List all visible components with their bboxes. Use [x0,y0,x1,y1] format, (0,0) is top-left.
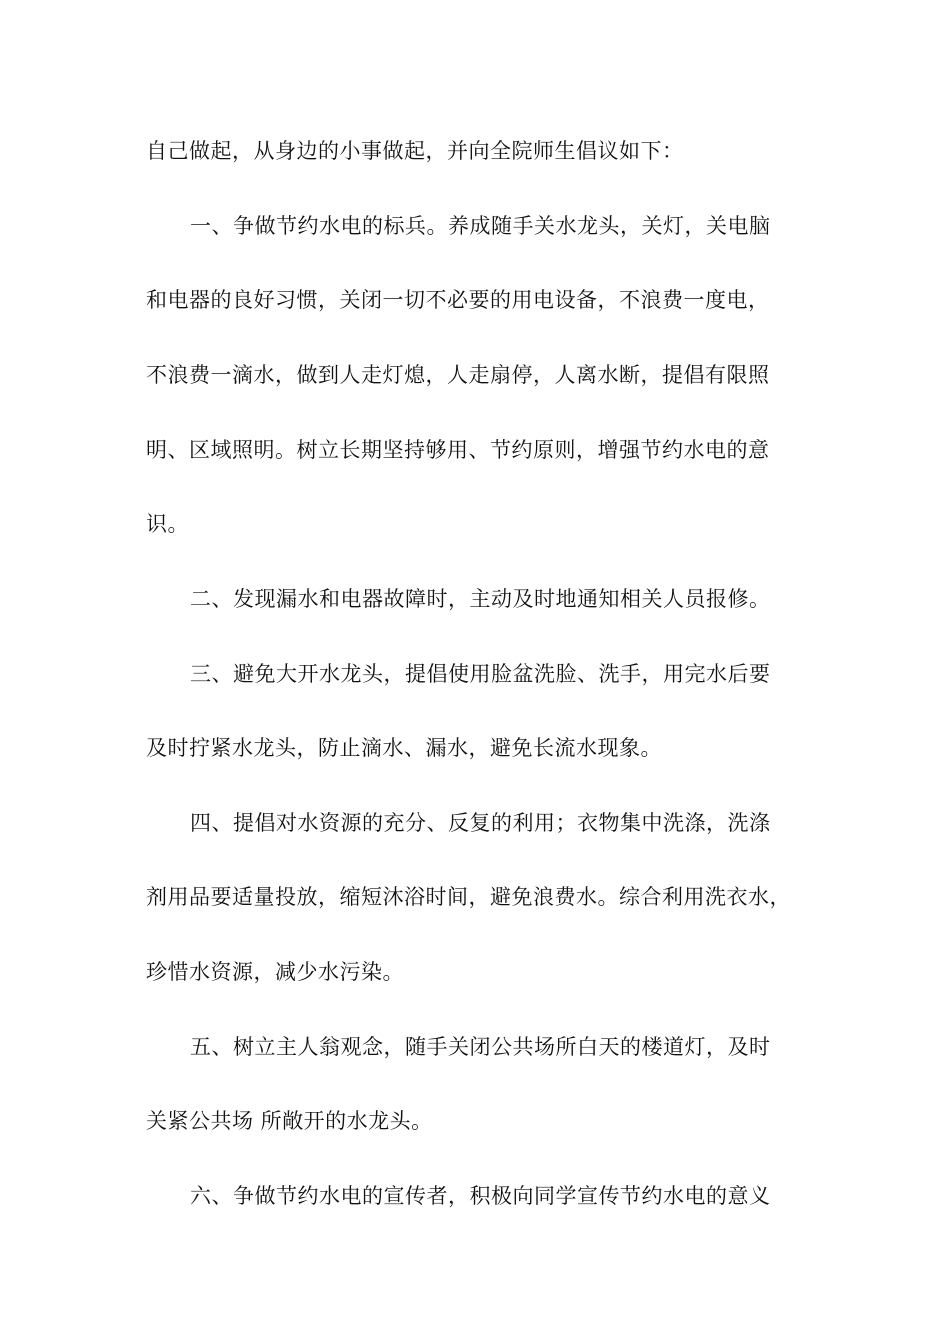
text-line: 关紧公共场 所敞开的水龙头。 [146,1109,433,1133]
text-line: 不浪费一滴水，做到人走灯熄，人走扇停，人离水断，提倡有限照 [146,363,770,387]
text-line: 五、树立主人翁观念，随手关闭公共场所白天的楼道灯，及时 [190,1035,771,1059]
text-line: 六、争做节约水电的宣传者，积极向同学宣传节约水电的意义 [190,1184,771,1208]
text-line: 四、提倡对水资源的充分、反复的利用；衣物集中洗涤，洗涤 [190,811,771,835]
text-line: 及时拧紧水龙头，防止滴水、漏水，避免长流水现象。 [146,736,662,760]
text-line: 三、避免大开水龙头，提倡使用脸盆洗脸、洗手，用完水后要 [190,662,771,686]
text-line: 明、区域照明。树立长期坚持够用、节约原则，增强节约水电的意 [146,438,770,462]
text-line: 自己做起，从身边的小事做起，并向全院师生倡议如下： [146,139,684,163]
text-line: 二、发现漏水和电器故障时，主动及时地通知相关人员报修。 [190,587,771,611]
text-line: 和电器的良好习惯，关闭一切不必要的用电设备，不浪费一度电， [146,288,770,312]
text-line: 识。 [146,512,189,536]
text-line: 一、争做节约水电的标兵。养成随手关水龙头，关灯，关电脑 [190,214,771,238]
text-line: 珍惜水资源，减少水污染。 [146,960,404,984]
text-line: 剂用品要适量投放，缩短沐浴时间，避免浪费水。综合利用洗衣水， [146,885,791,909]
